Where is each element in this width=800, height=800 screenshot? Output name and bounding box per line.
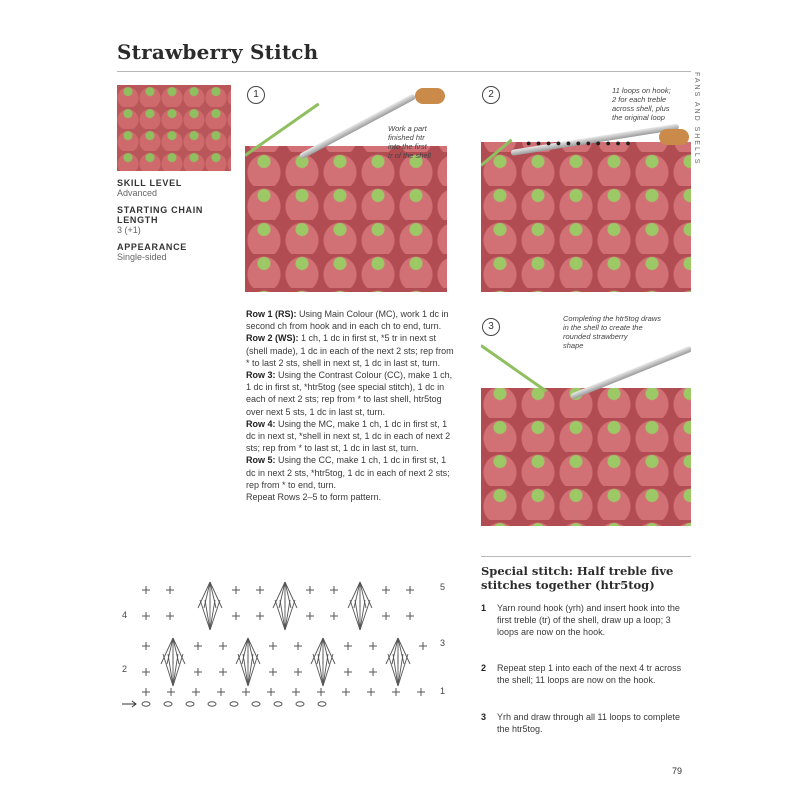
step-1-callout (388, 124, 431, 160)
htr5tog-symbol (210, 582, 216, 608)
step-1-number: 1 (247, 86, 265, 104)
htr5tog-symbol (398, 638, 410, 664)
treble-symbol (323, 654, 328, 686)
starting-chain-label-2: LENGTH (117, 215, 159, 225)
special-rule (481, 556, 691, 557)
htr5tog-symbol (285, 582, 291, 608)
chain-symbol (296, 702, 304, 706)
chain-symbol (274, 702, 282, 706)
htr5tog-symbol (323, 638, 329, 664)
row-text: Using the CC, make 1 ch, 1 dc in first st, 1 dc in next 2 sts, *htr5tog, 1 dc in each of next 2 sts; rep from * to end, turn. (246, 455, 450, 490)
step-3-callout (563, 314, 661, 350)
chain-symbol (142, 702, 150, 706)
step-1-photo (245, 84, 447, 292)
row-text: Using the MC, make 1 ch, 1 dc in first st, 1 dc in next st, *shell in next st, 1 dc in each of next 2 sts; rep from * to last st, 1 dc in last st, turn. (246, 418, 451, 454)
stitch-diagram (118, 568, 458, 718)
skill-level-value: Advanced (117, 188, 158, 198)
step-text: Yarn round hook (yrh) and insert hook into the first treble (tr) of the shell, draw up a loop; 3 loops are now on the hook. (497, 603, 680, 637)
row-number-3: 3 (440, 638, 446, 648)
htr5tog-symbol (173, 638, 179, 664)
start-arrow-icon (122, 701, 136, 707)
htr5tog-symbol (354, 582, 360, 608)
starting-chain-label: STARTING CHAIN (117, 205, 204, 215)
htr5tog-symbol (248, 638, 260, 664)
htr5tog-symbol (398, 638, 404, 664)
special-step-1 (481, 602, 691, 638)
callout-line: 11 loops on hook; (612, 86, 671, 95)
htr5tog-symbol (210, 582, 222, 608)
row-5 (246, 454, 458, 491)
page-title: Strawberry Stitch (117, 40, 319, 64)
callout-line: into the first (388, 142, 427, 151)
row-text: 1 ch, 1 dc in first st, *5 tr in next st (shell made), 1 dc in each of the next 2 sts; rep from * to last 2 sts, shell in next st, 1 dc in last st, turn. (246, 333, 454, 368)
htr5tog-symbol (279, 582, 285, 608)
row-label: Row 4: (246, 418, 276, 429)
appearance-value: Single-sided (117, 252, 167, 262)
treble-symbol (285, 600, 290, 630)
starting-chain-value: 3 (+1) (117, 225, 141, 235)
htr5tog-symbol (392, 638, 398, 664)
step-2-callout (612, 86, 671, 122)
yarn-strand (481, 139, 513, 167)
callout-line: in the shell to create the (563, 323, 643, 332)
treble-symbol (360, 600, 365, 630)
row-label: Row 1 (RS): (246, 309, 297, 319)
htr5tog-symbol (236, 638, 248, 664)
special-step-3 (481, 711, 691, 735)
step-number: 3 (481, 712, 487, 722)
chain-symbol (186, 702, 194, 706)
hook-handle-icon (415, 88, 445, 104)
callout-line: finished htr (388, 133, 425, 142)
step-2-number: 2 (482, 86, 500, 104)
loops-on-hook: ● ● ● ● ● ● ● ● ● ● ● (526, 138, 632, 148)
special-step-2 (481, 662, 691, 686)
swatch-thumbnail (117, 85, 231, 171)
row-text: Using the Contrast Colour (CC), make 1 ch, 1 dc in first st, *htr5tog (see special stitch), 1 dc in each of next 2 sts; rep from * to last shell, htr5tog over next 5 sts, 1 dc in last st, turn. (246, 370, 453, 417)
step-text: Yrh and draw through all 11 loops to complete the htr5tog. (497, 712, 680, 734)
treble-symbol (355, 600, 360, 630)
htr5tog-symbol (204, 582, 210, 608)
row-3 (246, 369, 458, 418)
htr5tog-symbol (173, 638, 185, 664)
step-text: Repeat step 1 into each of the next 4 tr across the shell; 11 loops are now on the hook. (497, 663, 682, 685)
row-number-2: 2 (122, 664, 128, 674)
treble-symbol (210, 600, 215, 630)
hook-handle-icon (659, 129, 689, 145)
htr5tog-symbol (273, 582, 285, 608)
row-label: Row 2 (WS): (246, 333, 299, 344)
chain-symbol (230, 702, 238, 706)
row-number-5: 5 (440, 582, 446, 592)
row-label: Row 3: (246, 370, 276, 381)
callout-line: tr of the shell (388, 151, 431, 160)
chain-symbol (208, 702, 216, 706)
htr5tog-symbol (360, 582, 372, 608)
htr5tog-symbol (311, 638, 323, 664)
htr5tog-symbol (360, 582, 366, 608)
step-number: 1 (481, 603, 487, 613)
treble-symbol (318, 654, 323, 686)
row-number-4: 4 (122, 610, 128, 620)
chain-symbol (252, 702, 260, 706)
htr5tog-symbol (161, 638, 173, 664)
pattern-rows (246, 308, 458, 503)
treble-symbol (168, 654, 173, 686)
htr5tog-symbol (386, 638, 398, 664)
htr5tog-symbol (317, 638, 323, 664)
treble-symbol (243, 654, 248, 686)
htr5tog-symbol (198, 582, 210, 608)
htr5tog-symbol (248, 638, 254, 664)
diagram-marks (122, 582, 427, 707)
callout-line: 2 for each treble (612, 95, 667, 104)
repeat-note (246, 491, 458, 503)
treble-symbol (398, 654, 403, 686)
htr5tog-symbol (285, 582, 297, 608)
htr5tog-symbol (348, 582, 360, 608)
callout-line: shape (563, 341, 584, 350)
treble-symbol (173, 654, 178, 686)
section-tab: FANS AND SHELLS (693, 72, 700, 166)
skill-level-label: SKILL LEVEL (117, 178, 183, 188)
row-text: Using Main Colour (MC), work 1 dc in second ch from hook and in each ch to end, turn. (246, 309, 449, 332)
callout-line: across shell, plus (612, 104, 670, 113)
page-number: 79 (672, 766, 683, 776)
row-1 (246, 308, 458, 332)
stitch-meta (117, 178, 232, 269)
title-rule (117, 71, 691, 72)
htr5tog-symbol (167, 638, 173, 664)
callout-line: the original loop (612, 113, 665, 122)
callout-line: rounded strawberry (563, 332, 628, 341)
treble-symbol (205, 600, 210, 630)
appearance-label: APPEARANCE (117, 242, 188, 252)
treble-symbol (393, 654, 398, 686)
row-4 (246, 418, 458, 455)
callout-line: Completing the htr5tog draws (563, 314, 661, 323)
step-3-number: 3 (482, 318, 500, 336)
row-text: Repeat Rows 2–5 to form pattern. (246, 492, 382, 503)
step-number: 2 (481, 663, 487, 673)
treble-symbol (280, 600, 285, 630)
row-2 (246, 332, 458, 369)
special-stitch-title: Special stitch: Half treble five stitches together (htr5tog) (481, 564, 674, 592)
htr5tog-symbol (242, 638, 248, 664)
htr5tog-symbol (323, 638, 335, 664)
row-number-1: 1 (440, 686, 446, 696)
chain-symbol (318, 702, 326, 706)
treble-symbol (248, 654, 253, 686)
chain-symbol (164, 702, 172, 706)
callout-line: Work a part (388, 124, 427, 133)
row-label: Row 5: (246, 455, 276, 466)
